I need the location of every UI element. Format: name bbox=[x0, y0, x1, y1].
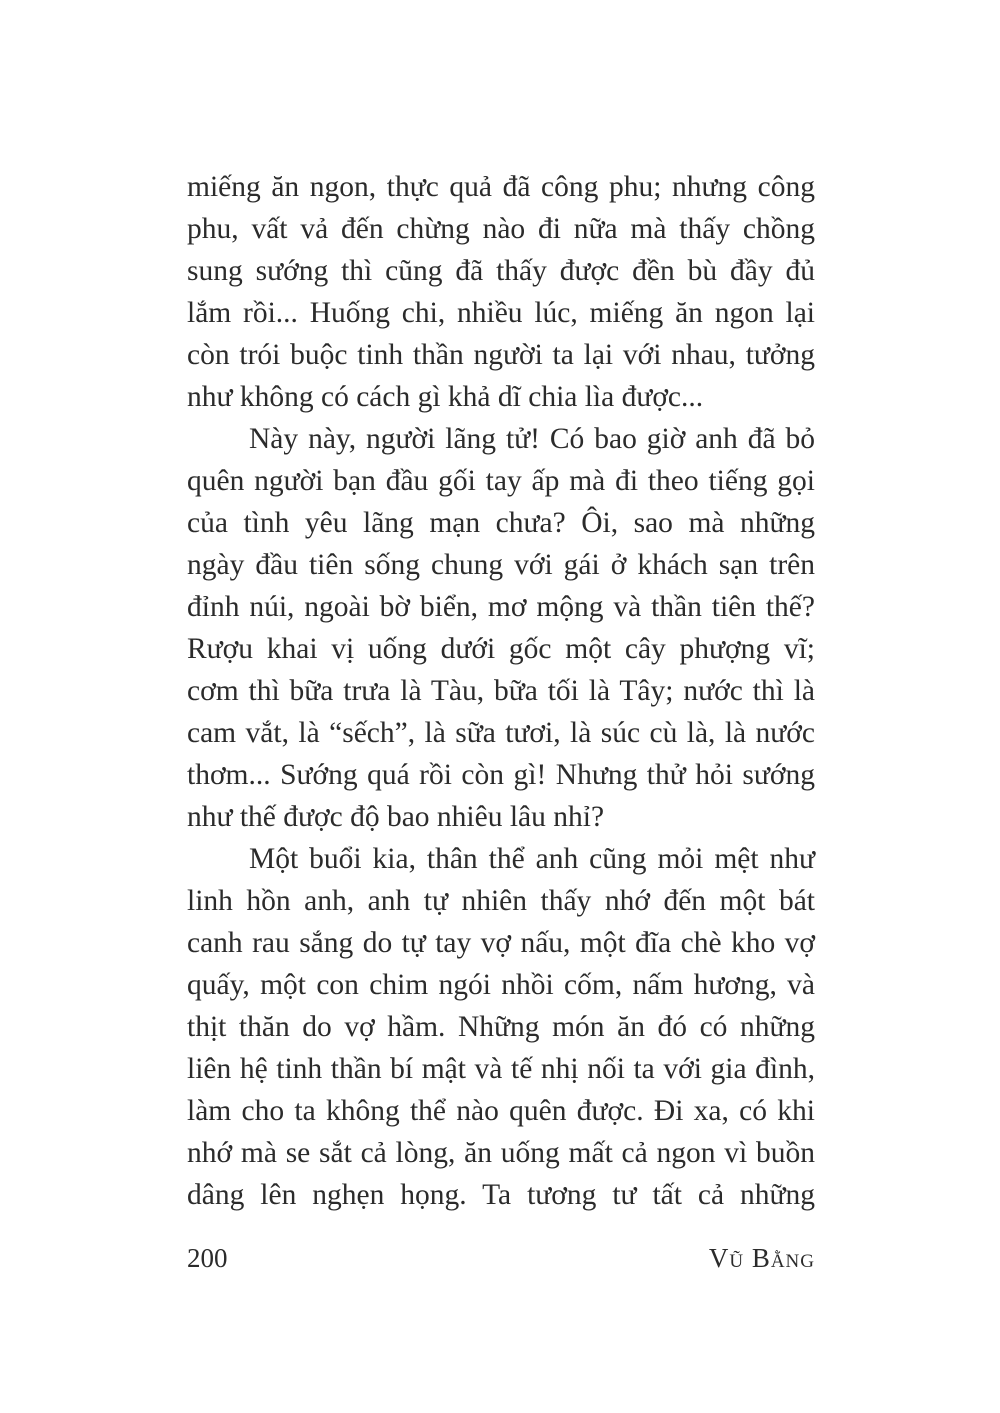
text-line: như thế được độ bao nhiêu lâu nhỉ? bbox=[187, 801, 605, 833]
text-line: của tình yêu lãng mạn chưa? Ôi, sao mà những bbox=[187, 507, 815, 539]
text-line: miếng ăn ngon, thực quả đã công phu; nhưng công bbox=[187, 171, 815, 203]
text-line: cơm thì bữa trưa là Tàu, bữa tối là Tây; nước thì là bbox=[187, 675, 815, 707]
text-line: thịt thăn do vợ hầm. Những món ăn đó có những bbox=[187, 1011, 815, 1043]
text-line: Một buổi kia, thân thể anh cũng mỏi mệt như bbox=[249, 843, 815, 875]
text-line: dâng lên nghẹn họng. Ta tương tư tất cả những bbox=[187, 1179, 815, 1211]
text-line: sung sướng thì cũng đã thấy được đền bù đầy đủ bbox=[187, 255, 815, 287]
text-line: thơm... Sướng quá rồi còn gì! Nhưng thử hỏi sướng bbox=[187, 759, 815, 791]
page-number: 200 bbox=[187, 1243, 228, 1273]
text-line: còn trói buộc tinh thần người ta lại với nhau, tưởng bbox=[187, 339, 815, 371]
text-line: Rượu khai vị uống dưới gốc một cây phượng vĩ; bbox=[187, 633, 815, 665]
text-line: liên hệ tinh thần bí mật và tế nhị nối ta với gia đình, bbox=[187, 1053, 815, 1085]
text-line: như không có cách gì khả dĩ chia lìa được... bbox=[187, 381, 704, 413]
text-line: phu, vất vả đến chừng nào đi nữa mà thấy chồng bbox=[187, 213, 815, 245]
text-line: đỉnh núi, ngoài bờ biển, mơ mộng và thần tiên thế? bbox=[187, 591, 815, 623]
text-line: linh hồn anh, anh tự nhiên thấy nhớ đến một bát bbox=[187, 885, 815, 917]
page-footer bbox=[187, 1238, 815, 1278]
text-line: canh rau sắng do tự tay vợ nấu, một đĩa chè kho vợ bbox=[187, 927, 815, 959]
text-line: nhớ mà se sắt cả lòng, ăn uống mất cả ngon vì buồn bbox=[187, 1137, 815, 1169]
text-line: làm cho ta không thể nào quên được. Đi xa, có khi bbox=[187, 1095, 815, 1127]
body-text bbox=[187, 166, 815, 1216]
text-line: cam vắt, là “sếch”, là sữa tươi, là súc cù là, là nước bbox=[187, 717, 815, 749]
text-line: quên người bạn đầu gối tay ấp mà đi theo tiếng gọi bbox=[187, 465, 815, 497]
text-line: ngày đầu tiên sống chung với gái ở khách sạn trên bbox=[187, 549, 815, 581]
text-line: lắm rồi... Huống chi, nhiều lúc, miếng ăn ngon lại bbox=[187, 297, 815, 329]
running-footer-author: Vũ Bằng bbox=[708, 1243, 815, 1273]
text-line: Này này, người lãng tử! Có bao giờ anh đã bỏ bbox=[249, 423, 815, 455]
text-line: quấy, một con chim ngói nhồi cốm, nấm hương, và bbox=[187, 969, 815, 1001]
